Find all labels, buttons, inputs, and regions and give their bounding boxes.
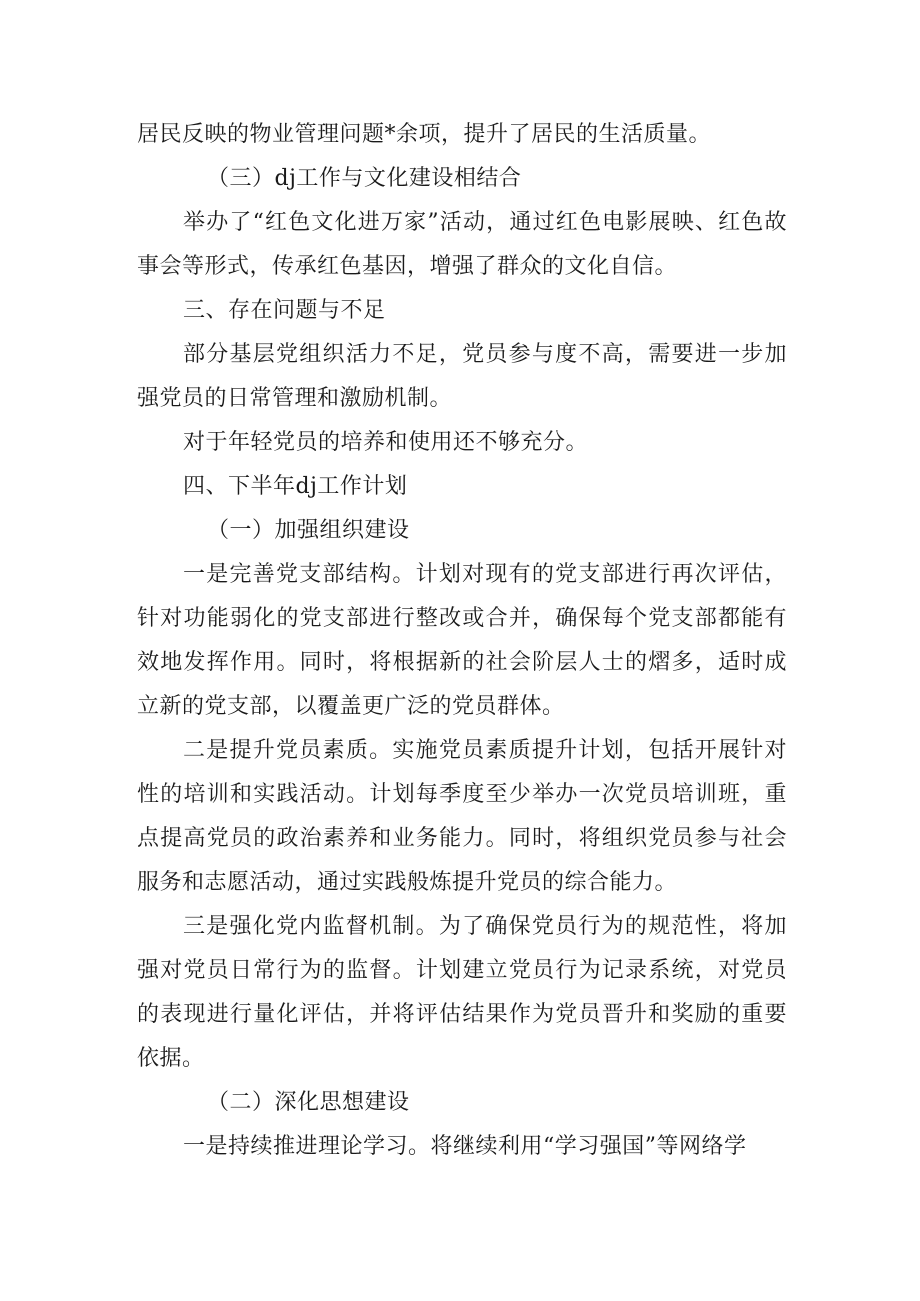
heading-problems: 三、存在问题与不足 bbox=[183, 298, 386, 323]
paragraph-problem-1: 部分基层党组织活力不足，党员参与度不高，需要进一步加强党员的日常管理和激励机制。 bbox=[137, 342, 787, 411]
paragraph-plan-2: 二是提升党员素质。实施党员素质提升计划，包括开展针对性的培训和实践活动。计划每季度至少举办一次党员培训班，重点提高党员的政治素养和业务能力。同时，将组织党员参与社会服务和志愿活动，通过实践般炼提升党员的综合能力。 bbox=[137, 738, 787, 895]
paragraph-plan-3: 三是强化党内监督机制。为了确保党员行为的规范性，将加强对党员日常行为的监督。计划建立党员行为记录系统，对党员的表现进行量化评估，并将评估结果作为党员晋升和奖励的重要依据。 bbox=[137, 914, 787, 1071]
document-body bbox=[137, 113, 787, 1169]
heading-plan: 四、下半年dj工作计划 bbox=[183, 474, 408, 499]
paragraph-red-culture: 举办了“红色文化进万家”活动，通过红色电影展映、红色故事会等形式，传承红色基因，增强了群众的文化自信。 bbox=[137, 210, 787, 279]
paragraph-plan-1: 一是完善党支部结构。计划对现有的党支部进行再次评估，针对功能弱化的党支部进行整改或合并，确保每个党支部都能有效地发挥作用。同时，将根据新的社会阶层人士的熠多，适时成立新的党支部，以覆盖更广泛的党员群体。 bbox=[137, 562, 787, 719]
paragraph-continuation: 居民反映的物业管理问题*余项，提升了居民的生活质量。 bbox=[137, 122, 712, 147]
subheading-ideology: （二）深化思想建设 bbox=[207, 1090, 410, 1115]
paragraph-problem-2: 对于年轻党员的培养和使用还不够充分。 bbox=[183, 430, 589, 455]
subheading-culture: （三）dj工作与文化建设相结合 bbox=[207, 166, 522, 191]
paragraph-ideology-1: 一是持续推进理论学习。将继续利用“学习强国”等网络学 bbox=[183, 1134, 747, 1159]
subheading-organization: （一）加强组织建设 bbox=[207, 518, 410, 543]
